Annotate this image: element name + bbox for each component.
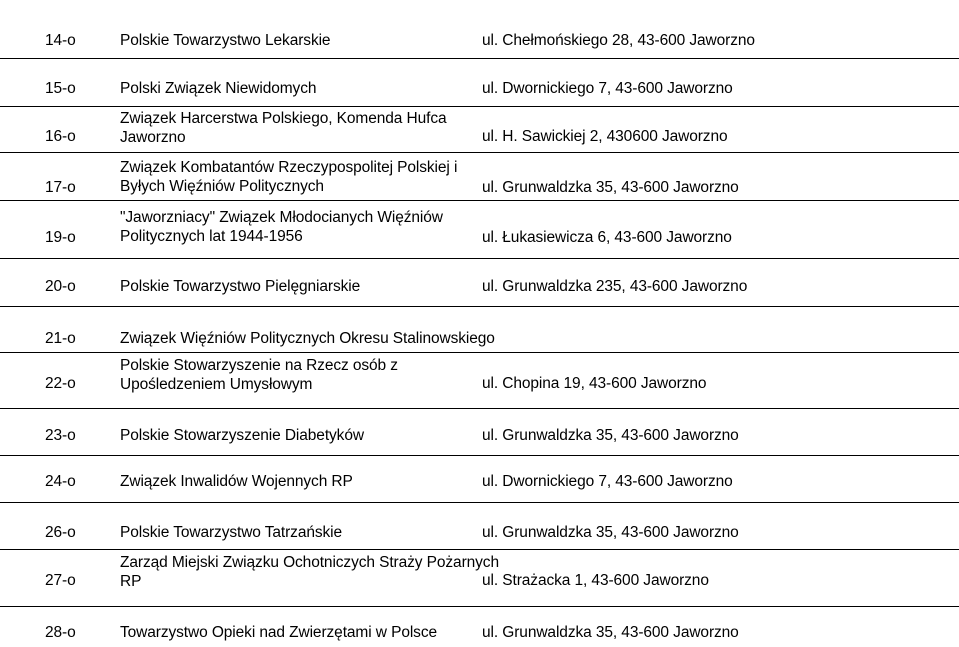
organization-name <box>120 623 437 642</box>
organization-address: ul. Dwornickiego 7, 43-600 Jaworzno <box>482 473 733 490</box>
organization-address: ul. Grunwaldzka 35, 43-600 Jaworzno <box>482 427 739 444</box>
organization-name <box>120 109 447 147</box>
table-row <box>0 353 959 409</box>
organization-name <box>120 472 353 491</box>
row-number: 14-o <box>45 32 76 49</box>
organization-address: ul. Chełmońskiego 28, 43-600 Jaworzno <box>482 32 755 49</box>
row-number: 26-o <box>45 524 76 541</box>
organization-address: ul. Grunwaldzka 35, 43-600 Jaworzno <box>482 524 739 541</box>
organization-name-line: Polskie Stowarzyszenie na Rzecz osób z <box>120 357 398 374</box>
organization-name-line: Polskie Towarzystwo Tatrzańskie <box>120 524 343 541</box>
organization-name <box>120 329 495 348</box>
organization-address: ul. Strażacka 1, 43-600 Jaworzno <box>482 572 709 589</box>
table-row <box>0 607 959 647</box>
organization-name-line: Związek Harcerstwa Polskiego, Komenda Hufca <box>120 110 447 127</box>
organization-name <box>120 31 330 50</box>
organization-name-line: Związek Więźniów Politycznych Okresu Stalinowskiego <box>120 330 495 347</box>
row-number: 20-o <box>45 278 76 295</box>
row-number: 21-o <box>45 330 76 347</box>
organization-name-line: Towarzystwo Opieki nad Zwierzętami w Polsce <box>120 624 437 641</box>
organization-address: ul. Chopina 19, 43-600 Jaworzno <box>482 375 707 392</box>
table-row <box>0 503 959 550</box>
table-row <box>0 153 959 201</box>
table-row <box>0 307 959 353</box>
organization-name <box>120 356 398 394</box>
row-number: 22-o <box>45 375 76 392</box>
organization-name <box>120 553 499 591</box>
table-row <box>0 107 959 153</box>
table-row <box>0 201 959 259</box>
organization-name <box>120 277 360 296</box>
organization-name-line: Związek Inwalidów Wojennych RP <box>120 473 353 490</box>
organization-address: ul. H. Sawickiej 2, 430600 Jaworzno <box>482 128 728 145</box>
row-number: 27-o <box>45 572 76 589</box>
table-row <box>0 59 959 107</box>
organization-name-line: Polski Związek Niewidomych <box>120 80 317 97</box>
row-number: 19-o <box>45 229 76 246</box>
organization-address: ul. Dwornickiego 7, 43-600 Jaworzno <box>482 80 733 97</box>
row-number: 23-o <box>45 427 76 444</box>
table-row <box>0 0 959 59</box>
row-number: 15-o <box>45 80 76 97</box>
organization-name <box>120 79 316 98</box>
organization-name-line: Zarząd Miejski Związku Ochotniczych Straży Pożarnych <box>120 554 499 571</box>
organization-name-line: Byłych Więźniów Politycznych <box>120 178 324 195</box>
organization-name <box>120 426 364 445</box>
organization-name-line: Jaworzno <box>120 129 186 146</box>
row-number: 16-o <box>45 128 76 145</box>
organization-address: ul. Grunwaldzka 35, 43-600 Jaworzno <box>482 624 739 641</box>
organization-name-line: Związek Kombatantów Rzeczypospolitej Polskiej i <box>120 159 458 176</box>
organization-name-line: Polskie Towarzystwo Pielęgniarskie <box>120 278 361 295</box>
organization-name-line: Polskie Towarzystwo Lekarskie <box>120 32 331 49</box>
row-number: 28-o <box>45 624 76 641</box>
organization-name-line: "Jaworzniacy" Związek Młodocianych Więźniów <box>120 209 443 226</box>
organization-name-line: Politycznych lat 1944-1956 <box>120 228 303 245</box>
organization-name <box>120 208 443 246</box>
row-number: 17-o <box>45 179 76 196</box>
organization-name <box>120 158 457 196</box>
organization-name-line: RP <box>120 573 142 590</box>
table-row <box>0 456 959 503</box>
organization-name <box>120 523 342 542</box>
table-row <box>0 409 959 456</box>
organization-name-line: Upośledzeniem Umysłowym <box>120 376 313 393</box>
organization-address: ul. Łukasiewicza 6, 43-600 Jaworzno <box>482 229 732 246</box>
organization-name-line: Polskie Stowarzyszenie Diabetyków <box>120 427 364 444</box>
organization-address: ul. Grunwaldzka 35, 43-600 Jaworzno <box>482 179 739 196</box>
row-number: 24-o <box>45 473 76 490</box>
table-row <box>0 259 959 307</box>
organization-address: ul. Grunwaldzka 235, 43-600 Jaworzno <box>482 278 748 295</box>
table-row <box>0 550 959 607</box>
